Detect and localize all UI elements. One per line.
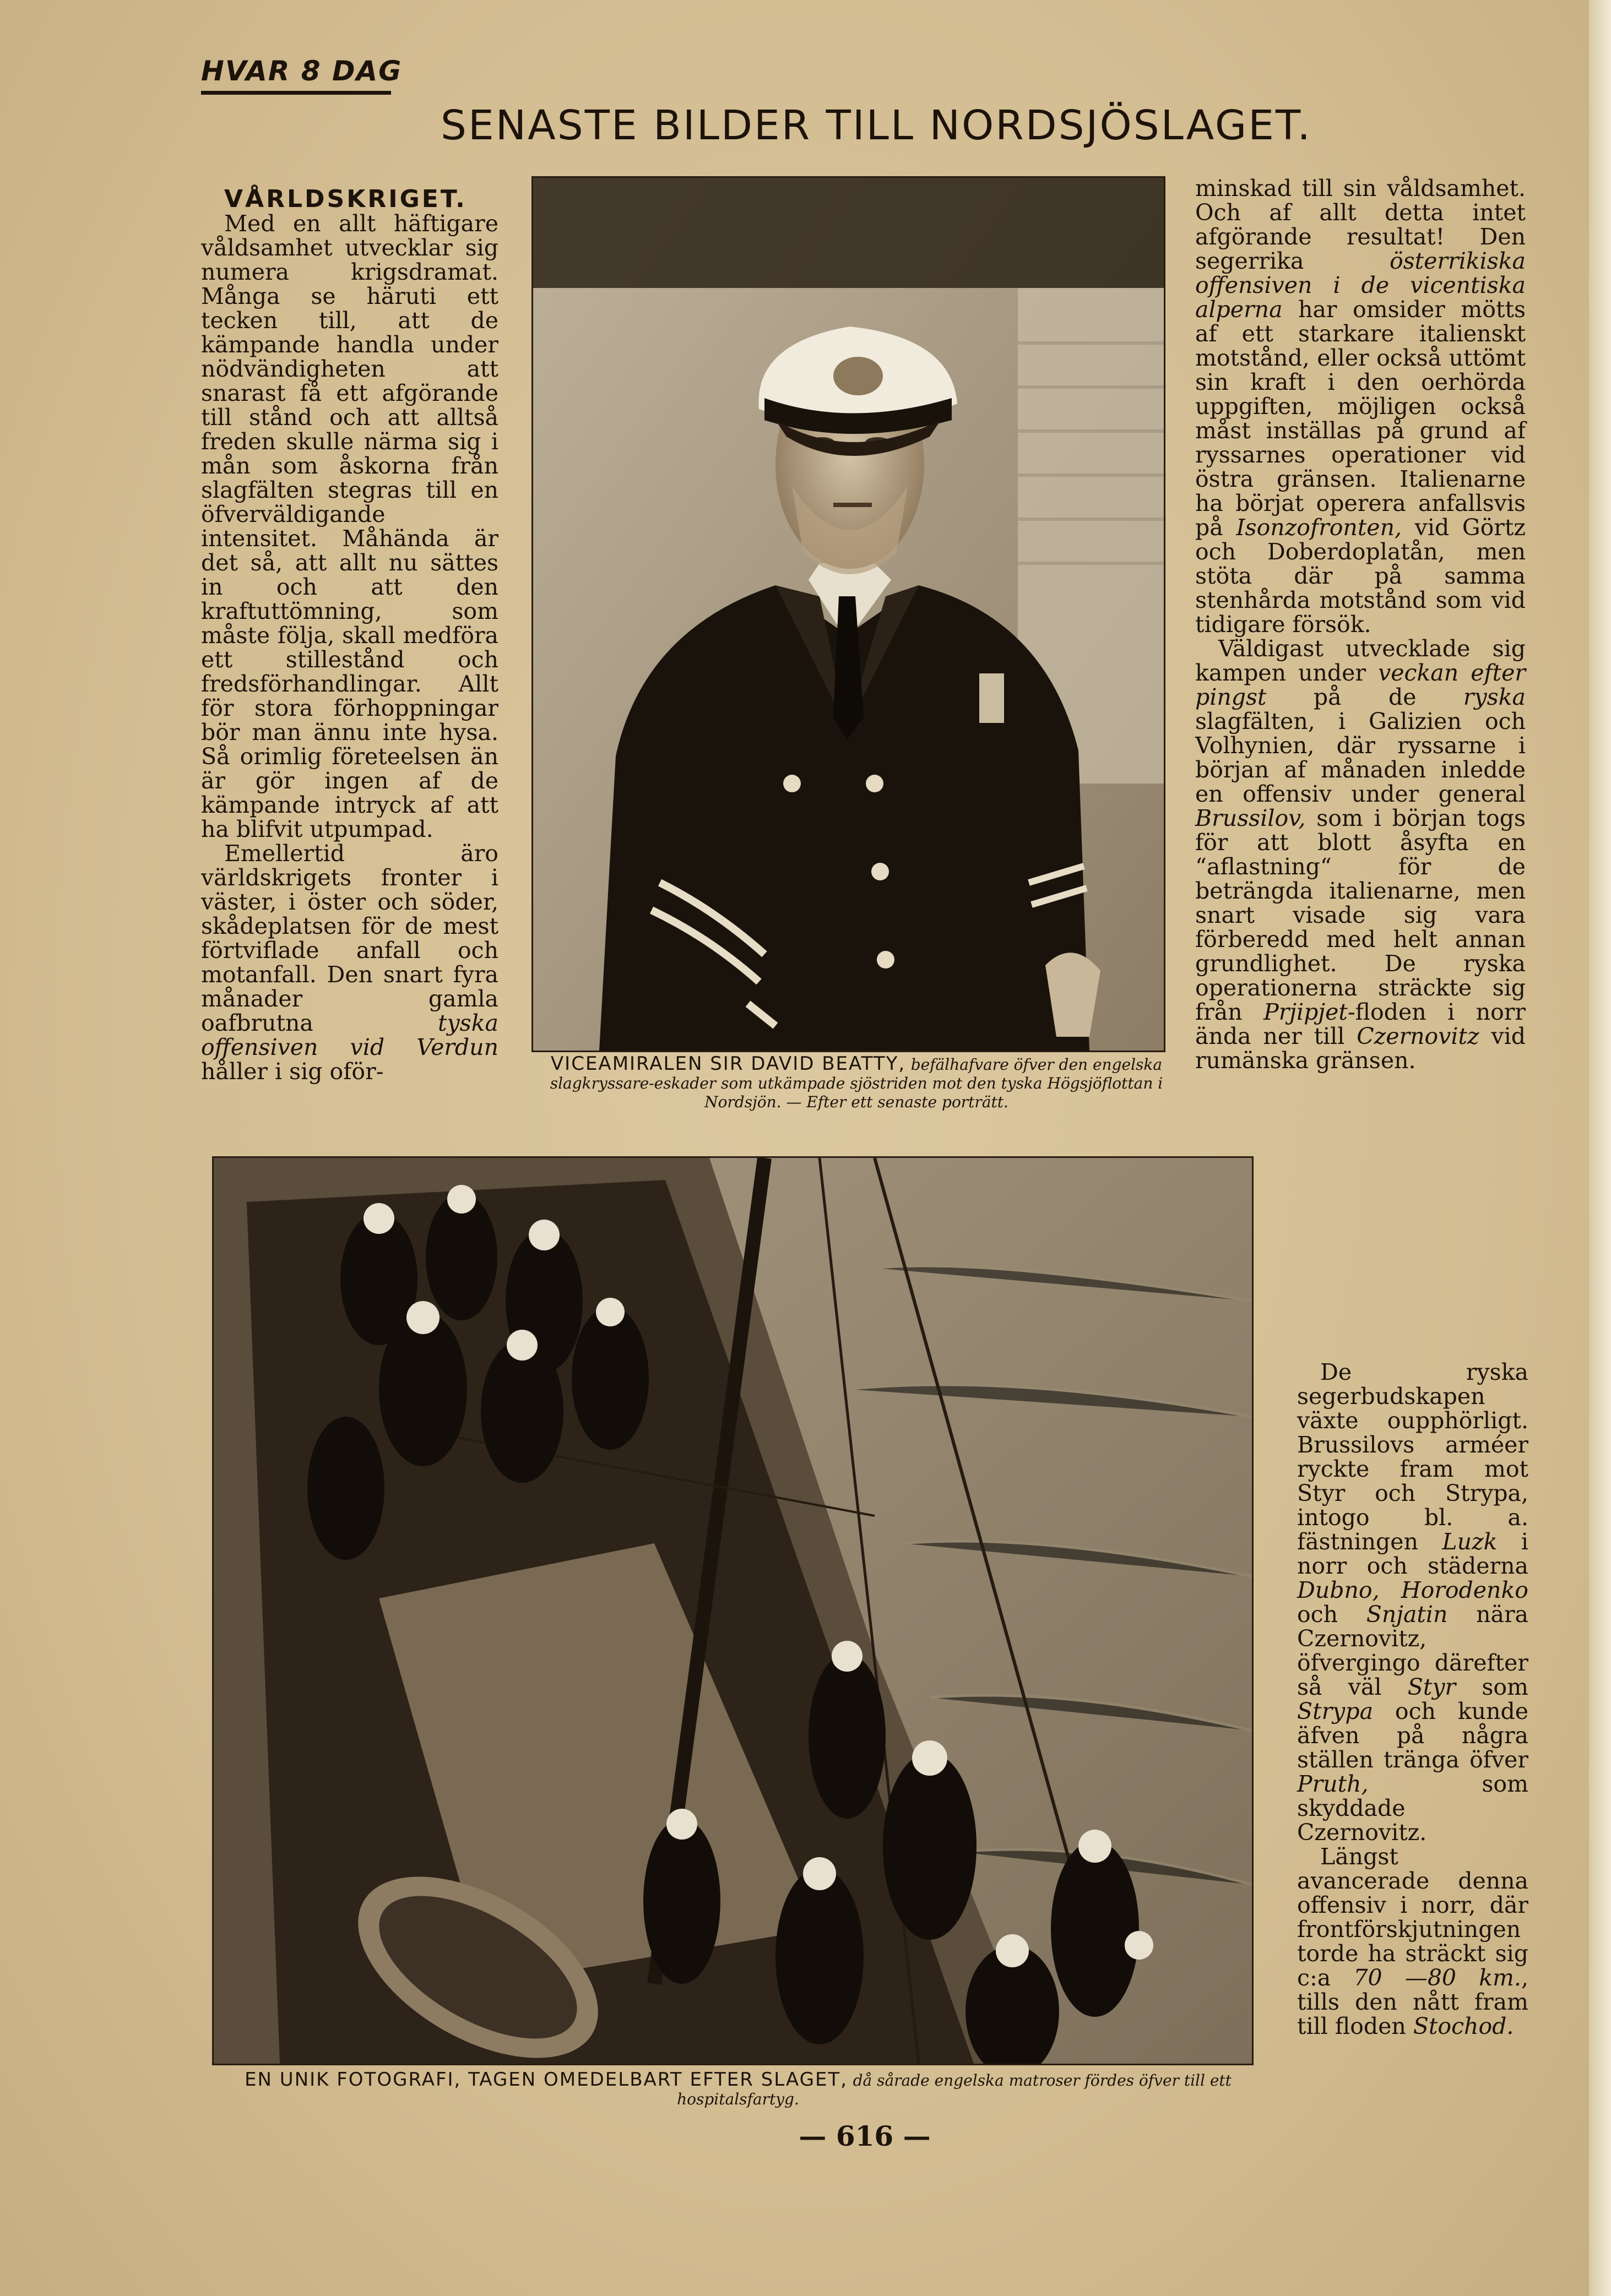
right-column [1195,176,1526,1073]
portrait-caption-text: befälhafvare öfver den engelska slagkryssare-eskader som utkämpade sjöstriden mot den tyska Högsjöflottan i Nordsjön. — Efter ett senaste porträtt. [550,1055,1163,1111]
page-number: — 616 — [799,2120,931,2152]
right-paragraph-3: De ryska segerbudskapen växte oupphörligt. Brussilovs arméer ryckte fram mot Styr och Strypa, intogo bl. a. fästningen Luzk i norr och städerna Dubno, Horodenko och Snjatin nära Czernovitz, öfvergingo därefter så väl Styr som Strypa och kunde äfven på några ställen tränga öfver Pruth, som skyddade Czernovitz. [1297,1359,1528,1846]
page-headline: SENASTE BILDER TILL NORDSJÖSLAGET. [441,102,1312,149]
hospital-ship-transfer-image [214,1158,1252,2064]
ship-caption [204,2070,1272,2109]
left-paragraph-2: Emellertid äro världskrigets fronter i väster, i öster och söder, skådeplatsen för de mest förtviflade anfall och motanfall. Den snart fyra månader gamla oafbrutna tyska offensiven vid Verdun håller i sig oför- [201,840,498,1085]
right-paragraph-1: minskad till sin våldsamhet. Och af allt detta intet afgörande resultat! Den segerrika österrikiska offensiven i de vicentiska alperna har omsider mötts af ett starkare italienskt motstånd, eller också uttömt sin kraft i den oerhörda uppgiften, möjligen också måst inställas på grund af ryssarnes operationer vid östra gränsen. Italienarne ha börjat operera anfallsvis på Isonzofronten, vid Görtz och Doberdoplatån, men stöta där på samma stenhårda motstånd som vid tidigare försök. [1195,175,1526,638]
right-paragraph-2: Väldigast utvecklade sig kampen under veckan efter pingst på de ryska slagfälten, i Galizien och Volhynien, där ryssarne i början af månaden inledde en offensiv under general Brussilov, som i början togs för att blott åsyfta en “aflastning“ för de beträngda italienarne, men snart visade sig vara förberedd med helt annan grundlighet. De ryska operationerna sträckte sig från Prjipjet-floden i norr ända ner till Czernovitz vid rumänska gränsen. [1195,635,1526,1074]
page-edge [1589,0,1611,2296]
ship-caption-lead: EN UNIK FOTOGRAFI, TAGEN OMEDELBART EFTER SLAGET, [245,2069,848,2091]
ship-photo [212,1156,1254,2065]
portrait-photo [531,176,1165,1052]
beatty-portrait-image [533,178,1164,1051]
left-paragraph-1: Med en allt häftigare våldsamhet utvecklar sig numera krigsdramat. Många se häruti ett tecken till, att de kämpande handla under nödvändigheten att snarast få ett afgörande till stånd och att alltså freden skulle närma sig i mån som åskorna från slagfälten stegras till en öfverväldigande intensitet. Måhända är det så, att allt nu sättes in och att den kraftuttömning, som måste följa, skall medföra ett stillestånd och fredsförhandlingar. Allt för stora förhoppningar bör man ännu inte hysa. Så orimlig företeelsen än är gör ingen af de kämpande intryck af att ha blifvit utpumpad. [201,210,498,842]
portrait-caption [540,1054,1173,1112]
right-narrow-column [1297,1360,1528,2038]
header-rule [201,91,391,95]
magazine-title: HVAR 8 DAG [201,55,403,87]
ship-caption-text: då sårade engelska matroser fördes öfver till ett hospitalsfartyg. [677,2071,1232,2108]
portrait-caption-lead: VICEAMIRALEN SIR DAVID BEATTY, [550,1053,906,1075]
right-paragraph-4: Längst avancerade denna offensiv i norr, där frontförskjutningen torde ha sträckt sig c:a 70 —80 km., tills den nått fram till floden Stochod. [1297,1843,1528,2039]
section-title: VÅRLDSKRIGET. [224,185,467,213]
left-column [201,187,498,1084]
